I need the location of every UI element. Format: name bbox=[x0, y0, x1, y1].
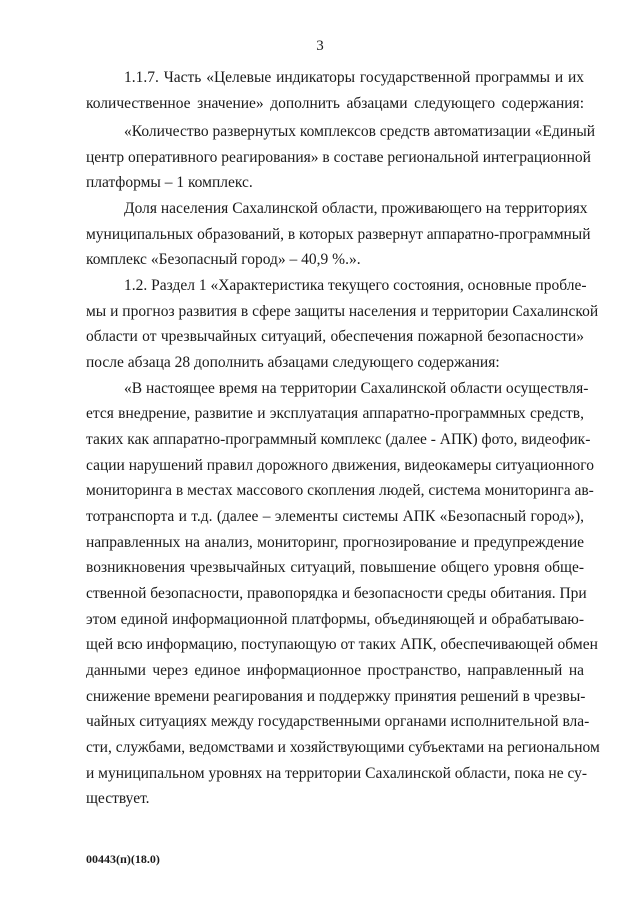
text-line: сации нарушений правил дорожного движения, видеокамеры ситуационного bbox=[86, 457, 594, 474]
text-line: чайных ситуациях между государственными органами исполнительной вла- bbox=[86, 713, 590, 730]
text-line: этом единой информационной платформы, объединяющей и обрабатываю- bbox=[86, 611, 584, 628]
text-line: возникновения чрезвычайных ситуаций, повышение общего уровня обще- bbox=[86, 559, 584, 576]
page-number: 3 bbox=[316, 38, 324, 54]
text-line: Доля населения Сахалинской области, проживающего на территориях bbox=[124, 200, 588, 217]
text-line: щей всю информацию, поступающую от таких АПК, обеспечивающей обмен bbox=[86, 636, 598, 653]
text-line: центр оперативного реагирования» в составе региональной интеграционной bbox=[86, 149, 591, 166]
text-line: ется внедрение, развитие и эксплуатация аппаратно-программных средств, bbox=[86, 405, 584, 422]
document-code: 00443(п)(18.0) bbox=[86, 852, 160, 866]
text-line: 1.1.7. Часть «Целевые индикаторы государственной программы и их bbox=[124, 69, 584, 86]
text-line: сти, службами, ведомствами и хозяйствующими субъектами на региональном bbox=[86, 739, 600, 756]
text-line: комплекс «Безопасный город» – 40,9 %.». bbox=[86, 251, 361, 268]
text-line: ственной безопасности, правопорядка и безопасности среды обитания. При bbox=[86, 585, 587, 602]
text-line: муниципальных образований, в которых развернут аппаратно-программный bbox=[86, 226, 591, 243]
text-line: «Количество развернутых комплексов средств автоматизации «Единый bbox=[124, 123, 596, 140]
text-line: количественное значение» дополнить абзацами следующего содержания: bbox=[86, 95, 584, 112]
text-line: направленных на анализ, мониторинг, прогнозирование и предупреждение bbox=[86, 534, 584, 551]
text-line: мониторинга в местах массового скопления людей, система мониторинга ав- bbox=[86, 482, 594, 499]
text-line: «В настоящее время на территории Сахалинской области осуществля- bbox=[124, 380, 589, 397]
text-line: 1.2. Раздел 1 «Характеристика текущего состояния, основные пробле- bbox=[124, 277, 587, 294]
text-line: снижение времени реагирования и поддержку принятия решений в чрезвы- bbox=[86, 688, 586, 705]
text-line: ществует. bbox=[86, 790, 150, 807]
text-line: данными через единое информационное пространство, направленный на bbox=[86, 662, 584, 679]
text-line: и муниципальном уровнях на территории Сахалинской области, пока не су- bbox=[86, 765, 588, 782]
text-line: после абзаца 28 дополнить абзацами следующего содержания: bbox=[86, 354, 500, 371]
text-line: тотранспорта и т.д. (далее – элементы системы АПК «Безопасный город»), bbox=[86, 508, 584, 525]
text-line: таких как аппаратно-программный комплекс (далее - АПК) фото, видеофик- bbox=[86, 431, 591, 448]
text-line: мы и прогноз развития в сфере защиты населения и территории Сахалинской bbox=[86, 303, 599, 320]
text-line: платформы – 1 комплекс. bbox=[86, 174, 253, 191]
text-line: области от чрезвычайных ситуаций, обеспечения пожарной безопасности» bbox=[86, 328, 584, 345]
